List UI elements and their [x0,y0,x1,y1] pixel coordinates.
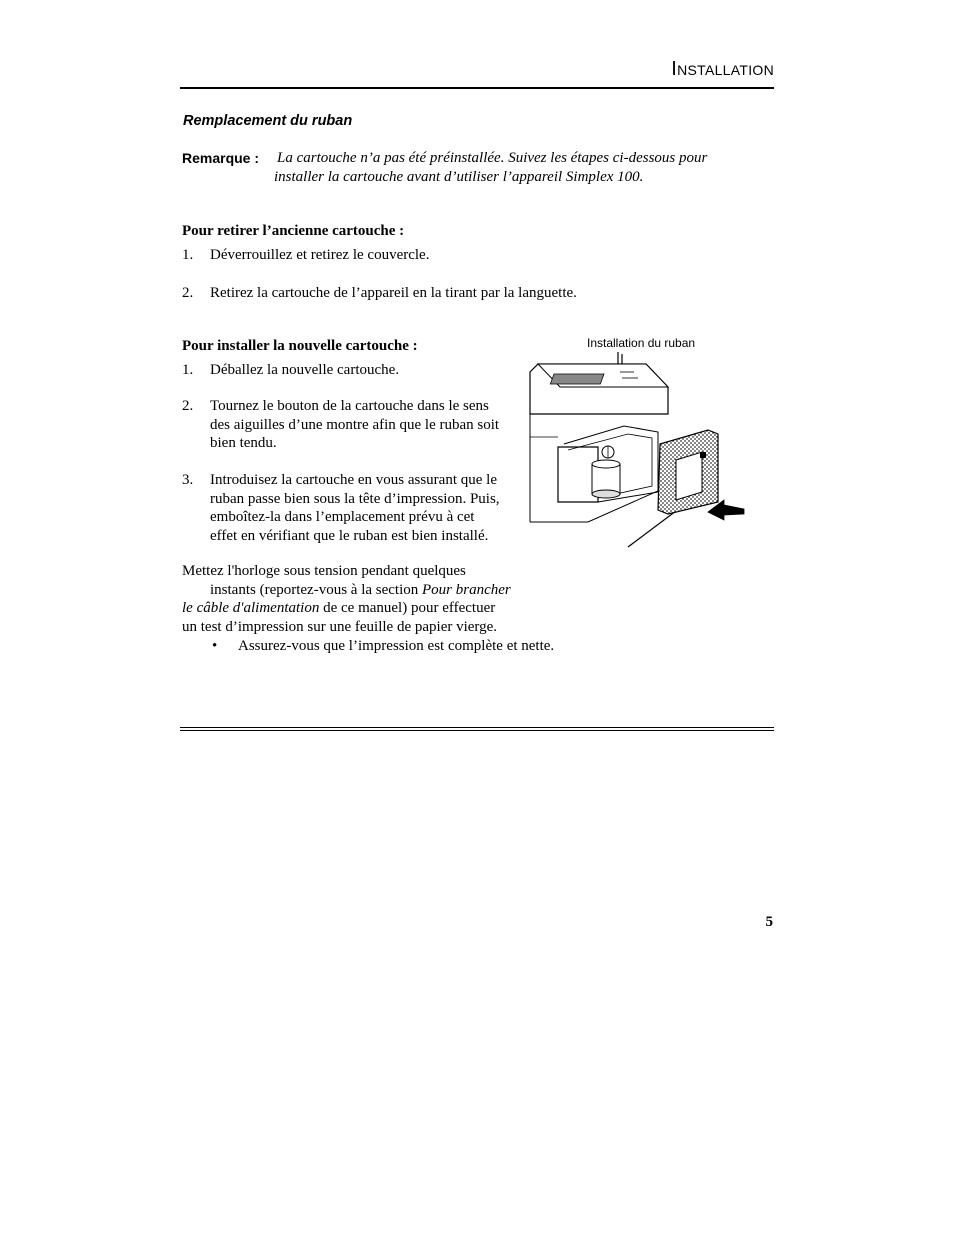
test-link-title: le câble d'alimentation [182,600,320,616]
step-text-line: Tournez le bouton de la cartouche dans le sens [210,398,489,414]
step-number: 3. [182,472,194,488]
test-text-segment: instants (reportez-vous à la section [210,582,423,598]
remark-line-1: La cartouche n’a pas été préinstallée. Suivez les étapes ci-dessous pour [277,150,708,166]
remove-step [182,246,742,266]
step-text-line: bien tendu. [210,435,277,451]
remove-heading: Pour retirer l’ancienne cartouche : [182,223,405,239]
header-rest: NSTALLATION [677,62,774,78]
bullet-item [212,637,612,657]
figure-caption: Installation du ruban [587,336,696,350]
test-text-line [182,599,542,619]
step-number: 2. [182,398,194,414]
install-heading: Pour installer la nouvelle cartouche : [182,338,418,354]
page-number: 5 [765,914,773,930]
step-text: Déverrouillez et retirez le couvercle. [210,247,430,263]
test-text-line [210,581,540,601]
step-text: Retirez la cartouche de l’appareil en la tirant par la languette. [210,285,577,301]
header-initial: I [671,58,678,80]
step-text-line: des aiguilles d’une montre afin que le ruban soit [210,416,500,433]
remark-text [274,149,754,187]
step-number: 2. [182,285,194,301]
step-text: Déballez la nouvelle cartouche. [210,362,400,378]
remark-label: Remarque : [182,150,260,166]
running-header [180,58,774,81]
test-text-segment: de ce manuel) pour effectuer [319,600,496,616]
install-step [182,471,522,549]
remove-step [182,284,742,304]
step-number: 1. [182,362,194,378]
test-link-title: Pour brancher [422,582,511,598]
remark-line-2: installer la cartouche avant d’utiliser l’appareil Simplex 100. [274,169,644,185]
test-text-line: un test d’impression sur une feuille de papier vierge. [182,619,498,635]
install-step [182,397,522,457]
step-text-line: ruban passe bien sous la tête d’impression. Puis, [210,490,500,507]
install-step [182,361,522,381]
ribbon-installation-illustration [528,352,750,548]
step-text-line: effet en vérifiant que le ruban est bien installé. [210,527,489,544]
step-text-line: emboîtez-la dans l’emplacement prévu à cet [210,509,475,525]
step-number: 1. [182,247,194,263]
section-title: Remplacement du ruban [183,113,353,129]
step-text-line: Introduisez la cartouche en vous assurant que le [210,472,497,488]
bullet-text: Assurez-vous que l’impression est complète et nette. [238,638,555,654]
test-text-line: Mettez l'horloge sous tension pendant quelques [182,563,466,579]
header-rule [180,87,774,89]
footer-rule [180,727,774,731]
bullet-marker: • [212,638,218,654]
